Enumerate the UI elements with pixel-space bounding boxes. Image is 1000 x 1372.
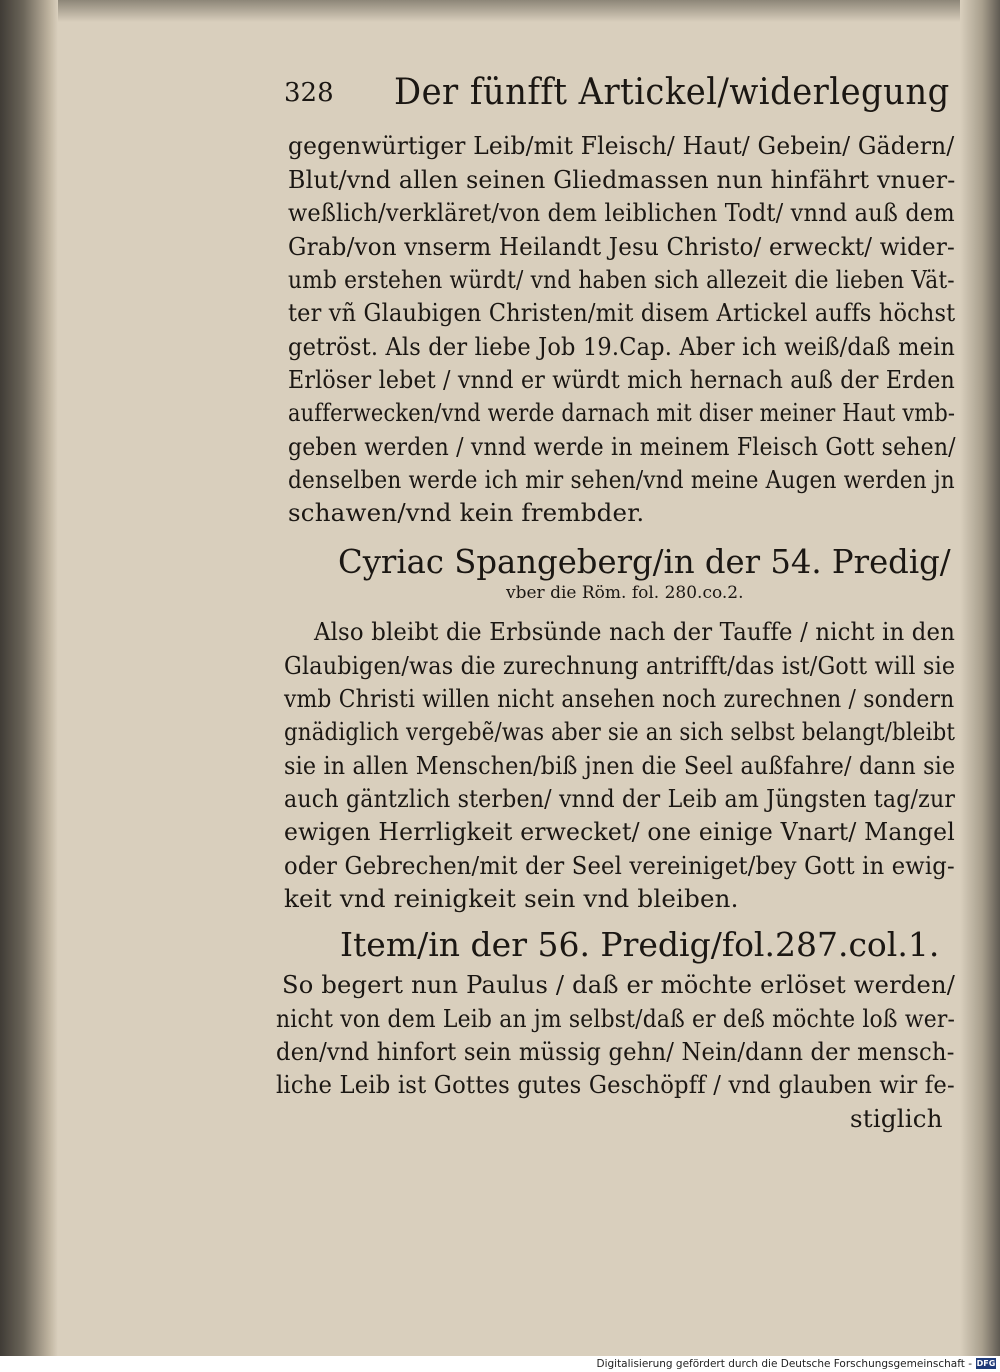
text-line: oder Gebrechen/mit der Seel vereiniget/bey Gott in ewig- [284,851,955,880]
text-line: gegenwürtiger Leib/mit Fleisch/ Haut/ Gebein/ Gädern/ [288,131,955,160]
catchword: stiglich [850,1104,943,1133]
footer-credit: Digitalisierung gefördert durch die Deutsche Forschungsgemeinschaft - [596,1358,972,1370]
text-line: gnädiglich vergebẽ/was aber sie an sich selbst belangt/bleibt [284,717,956,746]
dfg-logo-icon: DFG [976,1359,996,1368]
text-line: geben werden / vnnd werde in meinem Fleisch Gott sehen/ [288,432,956,461]
text-line: getröst. Als der liebe Job 19.Cap. Aber ich weiß/daß mein [288,332,956,361]
text-line: ter vñ Glaubigen Christen/mit disem Artickel auffs höchst [288,298,956,327]
page-top-edge [0,0,1000,22]
text-line: schawen/vnd kein frembder. [288,498,645,527]
text-line: nicht von dem Leib an jm selbst/daß er deß möchte loß wer- [276,1004,956,1033]
text-line: vmb Christi willen nicht ansehen noch zurechnen / sondern [284,684,955,713]
text-line: ewigen Herrligkeit erwecket/ one einige Vnart/ Mangel [284,817,955,846]
page-right-edge [960,0,1000,1356]
text-line: weßlich/verkläret/von dem leiblichen Todt/ vnnd auß dem [288,198,955,227]
text-line: Also bleibt die Erbsünde nach der Tauffe / nicht in den [314,617,956,646]
page-number: 328 [284,78,334,108]
text-line: So begert nun Paulus / daß er möchte erlöset werden/ [282,970,956,999]
text-line: umb erstehen würdt/ vnd haben sich allezeit die lieben Vät- [288,265,955,294]
text-line: Glaubigen/was die zurechnung antrifft/das ist/Gott will sie [284,651,956,680]
section-heading: Cyriac Spangeberg/in der 54. Predig/ [338,542,951,581]
text-line: denselben werde ich mir sehen/vnd meine Augen werden jn [288,465,955,494]
text-line: sie in allen Menschen/biß jnen die Seel außfahre/ dann sie [284,751,956,780]
section-subheading: vber die Röm. fol. 280.co.2. [506,583,744,603]
text-line: Grab/von vnserm Heilandt Jesu Christo/ erweckt/ wider- [288,232,955,261]
text-line: auch gäntzlich sterben/ vnnd der Leib am Jüngsten tag/zur [284,784,956,813]
text-line: aufferwecken/vnd werde darnach mit diser meiner Haut vmb- [288,398,956,427]
text-line: Blut/vnd allen seinen Gliedmassen nun hinfährt vnuer- [288,165,956,194]
running-title: Der fünfft Artickel/widerlegung [394,72,950,113]
book-gutter-shadow [0,0,58,1356]
text-line: keit vnd reinigkeit sein vnd bleiben. [284,884,739,913]
text-line: Erlöser lebet / vnnd er würdt mich hernach auß der Erden [288,365,955,394]
text-line: den/vnd hinfort sein müssig gehn/ Nein/dann der mensch- [276,1037,955,1066]
section-heading: Item/in der 56. Predig/fol.287.col.1. [340,925,940,964]
text-line: liche Leib ist Gottes gutes Geschöpff / vnd glauben wir fe- [276,1070,955,1099]
